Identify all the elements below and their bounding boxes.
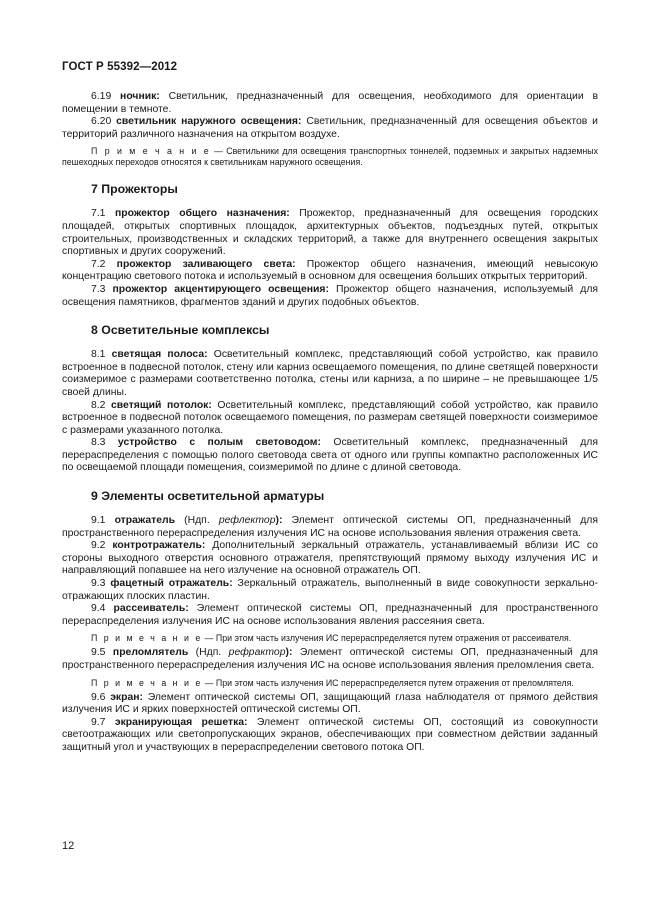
term-name: ночник:	[120, 91, 160, 102]
term-entry: 7.3 прожектор акцентирующего освещения: Прожектор общего назначения, используемый для освещения памятников, фрагментов зданий и других подобных объектов.	[62, 283, 599, 308]
term-entry: 7.1 прожектор общего назначения: Прожектор, предназначенный для освещения городских площадей, открытых спортивных площадок, архитектурных объектов, подъездных путей, открытых строительных, производственных и складских территорий, а также для внутреннего освещения закрытых спортивных и других сооружений.	[62, 208, 599, 258]
term-entry: 9.5 преломлятель (Ндп. рефрактор): Элемент оптической системы ОП, предназначенный для пространственного перераспределения излучения ИС на основе использования явления преломления света.	[62, 647, 598, 671]
term-definition: Прожектор общего назначения, имеющий невысокую концентрацию светового потока и используемый в основном для освещения больших открытых территорий.	[62, 258, 599, 283]
document-body	[62, 91, 598, 755]
term-definition: Элемент оптической системы ОП, предназначенный для пространственного перераспределения излучения ИС на основе использования явления рассеяния света.	[62, 603, 598, 627]
deprecated-term: рефрактор	[228, 647, 286, 659]
term-entry: 6.20 светильник наружного освещения: Светильник, предназначенный для освещения объектов и территорий различного назначения на открытом воздухе.	[62, 116, 598, 140]
term-name: рассеиватель:	[113, 603, 189, 615]
deprecated-term: рефлектор	[218, 515, 276, 527]
term-definition: Дополнительный зеркальный отражатель, устанавливаемый вблизи ИС со стороны выходного отверстия основного отражателя, препятствующий прямому выходу излучения ИС и направляющий попавшее на него излучение на основной отражатель ОП.	[62, 540, 598, 577]
term-name: прожектор акцентирующего освещения:	[112, 283, 329, 295]
term-definition: Прожектор, предназначенный для освещения городских площадей, открытых спортивных площадок, архитектурных объектов, подъездных путей, открытых строительных, производственных и складских территорий, а также для внутреннего освещения закрытых спортивных и других сооружений.	[62, 208, 599, 258]
term-definition: Элемент оптической системы ОП, предназначенный для пространственного перераспределения излучения ИС на основе использования явления отражения света.	[62, 515, 598, 539]
term-name: светящий потолок:	[111, 399, 212, 411]
term-name: светящая полоса:	[111, 349, 208, 361]
term-entry: 8.3 устройство с полым световодом: Осветительный комплекс, предназначенный для перераспределения с помощью полого световода света от одного или группы компактно расположенных ИС по освещаемой площади помещения, соизмеримой по длине с длиной световода.	[62, 437, 598, 474]
term-entry: 9.2 контротражатель: Дополнительный зеркальный отражатель, устанавливаемый вблизи ИС со стороны выходного отверстия основного отражателя, препятствующий прямому выходу излучения ИС и направляющий попавшее на него излучение на основной отражатель ОП.	[62, 540, 598, 577]
note-text: — При этом часть излучения ИС перераспределяется путем отражения от рассеивателя.	[202, 633, 572, 644]
term-name: прожектор заливающего света:	[116, 258, 296, 270]
term-definition: Элемент оптической системы ОП, состоящий из совокупности светоотражающих или светопропускающих экранов, обеспечивающих при совместном действии заданный защитный угол и участвующих в перераспределении светового потока ОП.	[62, 716, 599, 753]
standard-header: ГОСТ Р 55392—2012	[62, 61, 178, 73]
term-name: прожектор общего назначения:	[115, 208, 290, 220]
term-definition: Элемент оптической системы ОП, защищающий глаза наблюдателя от прямого действия излучения ИС и ярких поверхностей оптической системы ОП.	[62, 691, 598, 716]
term-definition: Осветительный комплекс, представляющий собой устройство, как правило встроенное в подвесной потолок освещаемого помещения, по размерам светящей поверхности соизмеримое с размерами указанного потолка.	[62, 399, 598, 436]
page-number: 12	[62, 840, 75, 852]
term-entry: 9.3 фацетный отражатель: Зеркальный отражатель, выполненный в виде совокупности зеркально-отражающих плоских пластин.	[62, 578, 598, 602]
term-entry: 9.6 экран: Элемент оптической системы ОП, защищающий глаза наблюдателя от прямого действия излучения ИС и ярких поверхностей оптической системы ОП.	[62, 691, 598, 716]
note-label: П р и м е ч а н и е	[91, 677, 203, 688]
note	[62, 678, 598, 689]
note-text: — Светильники для освещения транспортных тоннелей, подземных и закрытых надземных пешеходных переходов относятся к светильникам наружного освещения.	[62, 146, 598, 168]
term-definition: Осветительный комплекс, представляющий собой устройство, как правило встроенное в подвесной потолок, стену или карниз освещаемого помещения, по длине светящей поверхности соизмеримое с размерами соответственно потолка, стены или карниза, а по ширине – не превышающее 1/5 своей длины.	[62, 349, 598, 398]
note	[62, 146, 598, 168]
term-definition: Светильник, предназначенный для освещения объектов и территорий различного назначения на открытом воздухе.	[62, 116, 598, 140]
note-text: — При этом часть излучения ИС перераспределяется путем отражения от преломлятеля.	[202, 677, 574, 688]
term-name: экранирующая решетка:	[114, 716, 248, 728]
term-entry: 8.2 светящий потолок: Осветительный комплекс, представляющий собой устройство, как правило встроенное в подвесной потолок освещаемого помещения, по размерам светящей поверхности соизмеримое с размерами указанного потолка.	[62, 399, 598, 436]
term-name: фацетный отражатель:	[110, 578, 233, 590]
term-entry: 9.7 экранирующая решетка: Элемент оптической системы ОП, состоящий из совокупности светоотражающих или светопропускающих экранов, обеспечивающих при совместном действии заданный защитный угол и участвующих в перераспределении светового потока ОП.	[62, 716, 599, 753]
section-heading: 9 Элементы осветительной арматуры	[91, 489, 325, 504]
term-definition: Элемент оптической системы ОП, предназначенный для пространственного перераспределения излучения ИС на основе использования явления преломления света.	[62, 647, 598, 671]
term-name: экран:	[110, 691, 143, 703]
term-entry: 8.1 светящая полоса: Осветительный комплекс, представляющий собой устройство, как правило встроенное в подвесной потолок, стену или карниз освещаемого помещения, по длине светящей поверхности соизмеримое с размерами соответственно потолка, стены или карниза, а по ширине – не превышающее 1/5 своей длины.	[62, 349, 598, 398]
term-name: контротражатель:	[112, 540, 206, 552]
term-definition: Зеркальный отражатель, выполненный в виде совокупности зеркально-отражающих плоских пластин.	[62, 578, 598, 602]
term-name: отражатель	[114, 515, 176, 527]
term-entry: 7.2 прожектор заливающего света: Прожектор общего назначения, имеющий невысокую концентрацию светового потока и используемый в основном для освещения больших открытых территорий.	[62, 258, 599, 283]
note-label: П р и м е ч а н и е	[91, 633, 203, 644]
term-name: преломлятель	[112, 647, 189, 659]
term-entry: 9.1 отражатель (Ндп. рефлектор): Элемент оптической системы ОП, предназначенный для пространственного перераспределения излучения ИС на основе использования явления отражения света.	[62, 515, 598, 539]
note-label: П р и м е ч а н и е	[91, 146, 211, 157]
note	[62, 633, 598, 644]
term-definition: Светильник, предназначенный для освещения, необходимого для ориентации в помещении в темноте.	[62, 91, 598, 115]
section-heading: 8 Осветительные комплексы	[91, 323, 270, 338]
term-entry: 6.19 ночник: Светильник, предназначенный для освещения, необходимого для ориентации в помещении в темноте.	[62, 91, 598, 115]
term-definition: Прожектор общего назначения, используемый для освещения памятников, фрагментов зданий и других подобных объектов.	[62, 283, 599, 308]
term-name: светильник наружного освещения:	[116, 116, 302, 128]
term-definition: Осветительный комплекс, предназначенный для перераспределения с помощью полого световода света от одного или группы компактно расположенных ИС по освещаемой площади помещения, соизмеримой по длине с длиной световода.	[62, 437, 598, 474]
section-heading: 7 Прожекторы	[91, 182, 178, 197]
term-entry: 9.4 рассеиватель: Элемент оптической системы ОП, предназначенный для пространственного перераспределения излучения ИС на основе использования явления рассеяния света.	[62, 603, 598, 627]
term-name: устройство с полым световодом:	[117, 437, 321, 449]
